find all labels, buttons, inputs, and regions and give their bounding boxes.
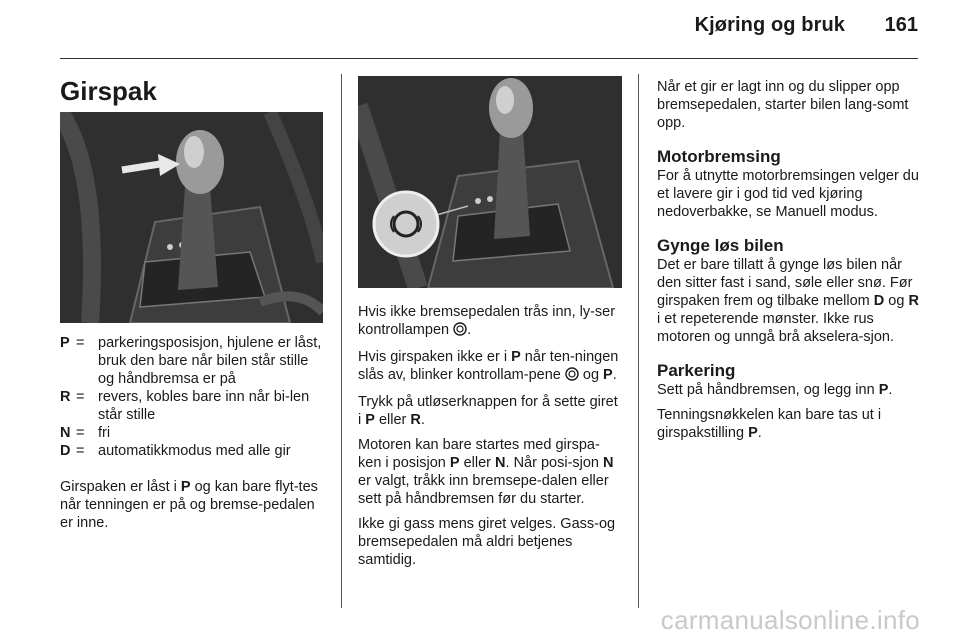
legend-item-d <box>60 442 326 460</box>
brake-lamp-icon <box>565 367 579 386</box>
heading-gynge: Gynge løs bilen <box>657 236 784 255</box>
paragraph-lamp: Hvis ikke bremsepedalen trås inn, ly-ser kontrollampen . <box>358 303 622 341</box>
column-divider-1 <box>341 74 342 608</box>
paragraph-key: Tenningsnøkkelen kan bare tas ut i girspakstilling P. <box>657 407 882 441</box>
section-title: Girspak <box>60 76 157 106</box>
legend-key: D <box>60 443 71 459</box>
paragraph-gas-warning: Ikke gi gass mens giret velges. Gass-og bremsepedalen må aldri betjenes samtidig. <box>358 516 616 568</box>
column-3-body <box>657 78 922 449</box>
lock-paragraph: Girspaken er låst i P og kan bare flyt-tes når tenningen er på og bremse-pedalen er inne. <box>60 479 318 531</box>
page-number: 161 <box>884 14 918 36</box>
watermark: carmanualsonline.info <box>660 605 920 635</box>
legend-text: revers, kobles bare inn når bi-len står stille <box>98 389 310 423</box>
legend-equals: = <box>76 425 85 441</box>
legend-equals: = <box>76 335 85 351</box>
legend-item-p <box>60 334 326 388</box>
shift-lock-illustration <box>358 76 622 288</box>
gear-lever-illustration <box>60 112 323 323</box>
legend-equals: = <box>76 443 85 459</box>
column-2-body <box>358 303 622 576</box>
gear-legend <box>60 334 326 460</box>
legend-key: N <box>60 425 71 441</box>
column-1-body <box>60 478 326 539</box>
column-1 <box>60 76 326 106</box>
legend-equals: = <box>76 389 85 405</box>
shift-lock-figure <box>358 76 622 288</box>
legend-item-n <box>60 424 326 442</box>
paragraph-gynge: Det er bare tillatt å gynge løs bilen når den sitter fast i sand, søle eller snø. Før girspaken frem og tilbake mellom D og R i et repeterende mønster. Ikke rus motoren og unngå brå akselera-sjon. <box>657 257 919 345</box>
legend-item-r <box>60 388 326 424</box>
paragraph-creep: Når et gir er lagt inn og du slipper opp bremsepedalen, starter bilen lang-somt opp. <box>657 79 909 131</box>
column-divider-2 <box>638 74 639 608</box>
legend-key: P <box>60 335 70 351</box>
legend-text: automatikkmodus med alle gir <box>98 443 291 459</box>
running-header-title: Kjøring og bruk <box>694 14 845 36</box>
paragraph-motorbremsing: For å utnytte motorbremsingen velger du et lavere gir i god tid ved kjøring nedoverbakke, se Manuell modus. <box>657 168 919 220</box>
brake-lamp-icon <box>453 322 467 341</box>
paragraph-release: Trykk på utløserknappen for å sette giret i P eller R. <box>358 394 618 428</box>
paragraph-blink: Hvis girspaken ikke er i P når ten-ningen slås av, blinker kontrollam-pene og P. <box>358 348 622 386</box>
heading-parkering: Parkering <box>657 361 736 380</box>
legend-text: parkeringsposisjon, hjulene er låst, bruk den bare når bilen står stille og håndbremsa er på <box>98 335 322 387</box>
legend-key: R <box>60 389 71 405</box>
header-divider <box>60 58 918 59</box>
gear-lever-figure <box>60 112 323 323</box>
heading-motorbremsing: Motorbremsing <box>657 147 781 166</box>
paragraph-start: Motoren kan bare startes med girspa-ken i posisjon P eller N. Når posi-sjon N er valgt, tråkk inn bremsepe-dalen eller sett på håndbremsen før du starter. <box>358 437 614 507</box>
legend-text: fri <box>98 425 111 441</box>
paragraph-parkering: Sett på håndbremsen, og legg inn P. <box>657 382 893 398</box>
